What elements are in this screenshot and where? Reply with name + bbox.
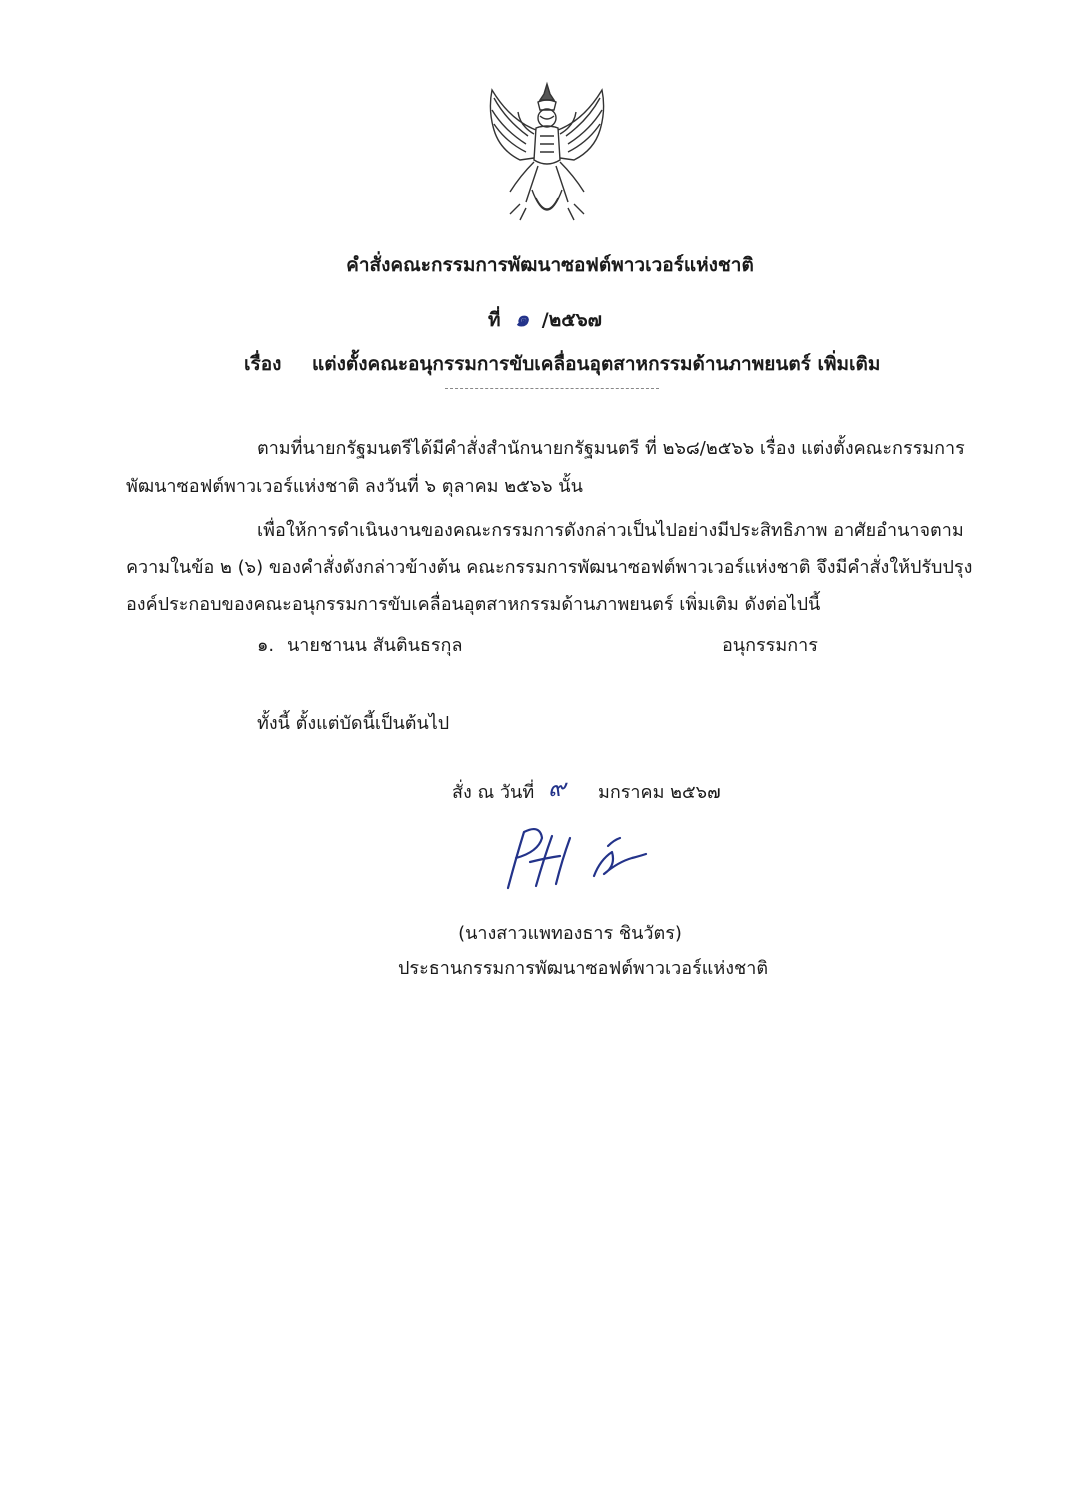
paragraph1-line1: ตามที่นายกรัฐมนตรีได้มีคำสั่งสำนักนายกรัฐมนตรี ที่ ๒๖๘/๒๕๖๖ เรื่อง แต่งตั้งคณะกรรมการ [257, 438, 965, 459]
date-day-handwritten: ๙ [548, 774, 566, 802]
paragraph2-line3: องค์ประกอบของคณะอนุกรรมการขับเคลื่อนอุตสาหกรรมด้านภาพยนตร์ เพิ่มเติม ดังต่อไปนี้ [126, 594, 821, 615]
order-prefix: ที่ [488, 309, 501, 331]
paragraph2-line2: ความในข้อ ๒ (๖) ของคำสั่งดังกล่าวข้างต้น คณะกรรมการพัฒนาซอฟต์พาวเวอร์แห่งชาติ จึงมีคำสั่งให้ปรับปรุง [126, 557, 973, 578]
effective-clause: ทั้งนี้ ตั้งแต่บัดนี้เป็นต้นไป [257, 713, 450, 734]
signer-title: ประธานกรรมการพัฒนาซอฟต์พาวเวอร์แห่งชาติ [397, 958, 769, 979]
subject-text: แต่งตั้งคณะอนุกรรมการขับเคลื่อนอุตสาหกรรมด้านภาพยนตร์ เพิ่มเติม [312, 353, 881, 375]
subject-label: เรื่อง [244, 353, 282, 375]
signer-name: (นางสาวแพทองธาร ชินวัตร) [458, 923, 682, 944]
document-title: คำสั่งคณะกรรมการพัฒนาซอฟต์พาวเวอร์แห่งชาติ [346, 254, 754, 276]
order-year: /๒๕๖๗ [541, 309, 602, 331]
member-name: นายชานน สันตินธรกุล [287, 635, 463, 656]
garuda-emblem-icon [480, 80, 615, 228]
paragraph2-line1: เพื่อให้การดำเนินงานของคณะกรรมการดังกล่าวเป็นไปอย่างมีประสิทธิภาพ อาศัยอำนาจตาม [257, 520, 964, 541]
title-divider [445, 388, 659, 389]
paragraph1-line2: พัฒนาซอฟต์พาวเวอร์แห่งชาติ ลงวันที่ ๖ ตุลาคม ๒๕๖๖ นั้น [126, 476, 583, 497]
order-number-handwritten: ๑ [515, 306, 530, 332]
handwritten-signature [490, 818, 660, 898]
member-number: ๑. [257, 635, 275, 656]
date-month-year: มกราคม ๒๕๖๗ [598, 782, 721, 803]
date-prefix: สั่ง ณ วันที่ [452, 782, 535, 803]
order-number [488, 301, 602, 336]
member-role: อนุกรรมการ [722, 635, 818, 656]
